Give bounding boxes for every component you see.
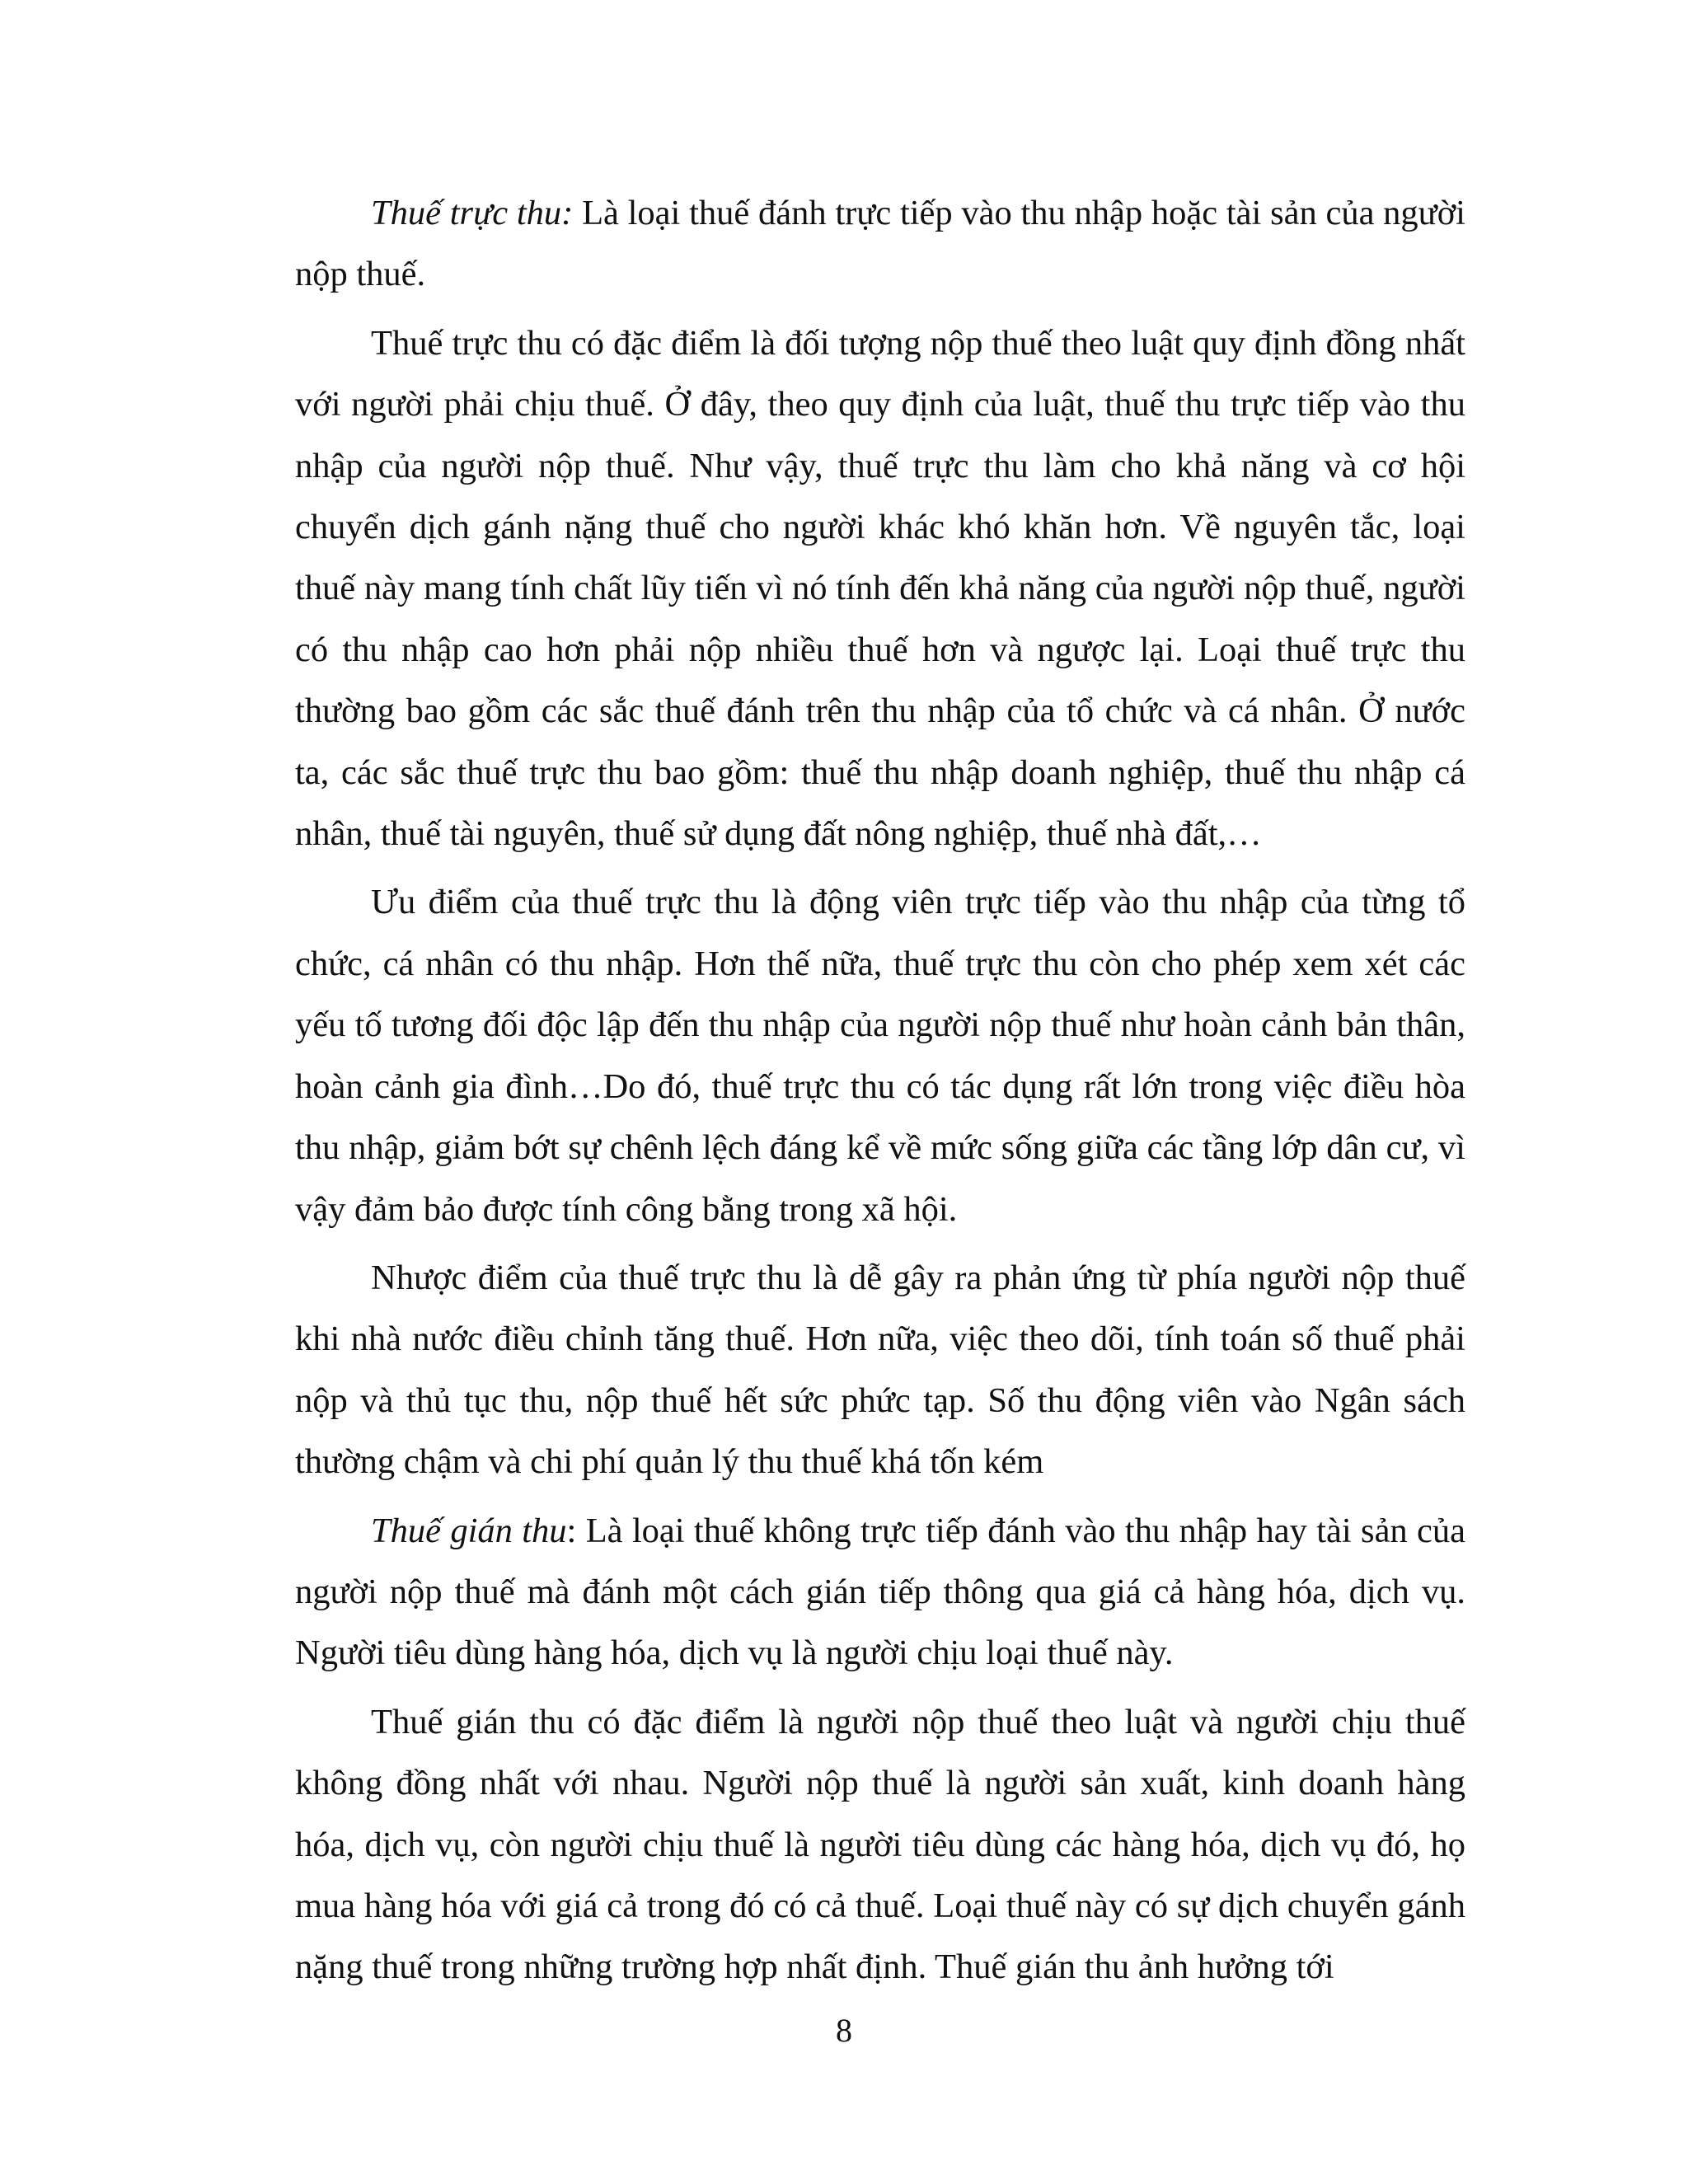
- paragraph-text: Ưu điểm của thuế trực thu là động viên trực tiếp vào thu nhập của từng tổ chức, cá nhân có thu nhập. Hơn thế nữa, thuế trực thu còn cho phép xem xét các yếu tố tương đối độc lập đến thu nhập của người nộp thuế như hoàn cảnh bản thân, hoàn cảnh gia đình…Do đó, thuế trực thu có tác dụng rất lớn trong việc điều hòa thu nhập, giảm bớt sự chênh lệch đáng kể về mức sống giữa các tầng lớp dân cư, vì vậy đảm bảo được tính công bằng trong xã hội.: [295, 883, 1465, 1229]
- paragraph-direct-tax-advantages: [295, 872, 1465, 1240]
- page-number: 8: [836, 2012, 852, 2049]
- paragraph-direct-tax-definition: [295, 183, 1465, 306]
- paragraph-text: Thuế trực thu có đặc điểm là đối tượng nộp thuế theo luật quy định đồng nhất với người phải chịu thuế. Ở đây, theo quy định của luật, thuế thu trực tiếp vào thu nhập của người nộp thuế. Như vậy, thuế trực thu làm cho khả năng và cơ hội chuyển dịch gánh nặng thuế cho người khác khó khăn hơn. Về nguyên tắc, loại thuế này mang tính chất lũy tiến vì nó tính đến khả năng của người nộp thuế, người có thu nhập cao hơn phải nộp nhiều thuế hơn và ngược lại. Loại thuế trực thu thường bao gồm các sắc thuế đánh trên thu nhập của tổ chức và cá nhân. Ở nước ta, các sắc thuế trực thu bao gồm: thuế thu nhập doanh nghiệp, thuế thu nhập cá nhân, thuế tài nguyên, thuế sử dụng đất nông nghiệp, thuế nhà đất,…: [295, 323, 1465, 854]
- paragraph-direct-tax-characteristics: [295, 313, 1465, 865]
- paragraph-text: Nhược điểm của thuế trực thu là dễ gây ra phản ứng từ phía người nộp thuế khi nhà nước điều chỉnh tăng thuế. Hơn nữa, việc theo dõi, tính toán số thuế phải nộp và thủ tục thu, nộp thuế hết sức phức tạp. Số thu động viên vào Ngân sách thường chậm và chi phí quản lý thu thuế khá tốn kém: [295, 1258, 1465, 1482]
- paragraph-text: Là loại thuế đánh trực tiếp vào thu nhập hoặc tài sản của người nộp thuế.: [295, 194, 1465, 294]
- paragraph-direct-tax-disadvantages: [295, 1248, 1465, 1493]
- paragraph-indirect-tax-characteristics: [295, 1692, 1465, 1999]
- paragraph-indirect-tax-definition: [295, 1501, 1465, 1685]
- paragraph-text: Thuế gián thu có đặc điểm là người nộp thuế theo luật và người chịu thuế không đồng nhất với nhau. Người nộp thuế là người sản xuất, kinh doanh hàng hóa, dịch vụ, còn người chịu thuế là người tiêu dùng các hàng hóa, dịch vụ đó, họ mua hàng hóa với giá cả trong đó có cả thuế. Loại thuế này có sự dịch chuyển gánh nặng thuế trong những trường hợp nhất định. Thuế gián thu ảnh hưởng tới: [295, 1702, 1465, 1987]
- term-indirect-tax: Thuế gián thu: [371, 1511, 567, 1550]
- paragraph-text: : Là loại thuế không trực tiếp đánh vào thu nhập hay tài sản của người nộp thuế mà đánh một cách gián tiếp thông qua giá cả hàng hóa, dịch vụ. Người tiêu dùng hàng hóa, dịch vụ là người chịu loại thuế này.: [295, 1511, 1465, 1673]
- term-direct-tax: Thuế trực thu:: [371, 194, 574, 232]
- document-body: [295, 183, 1465, 1999]
